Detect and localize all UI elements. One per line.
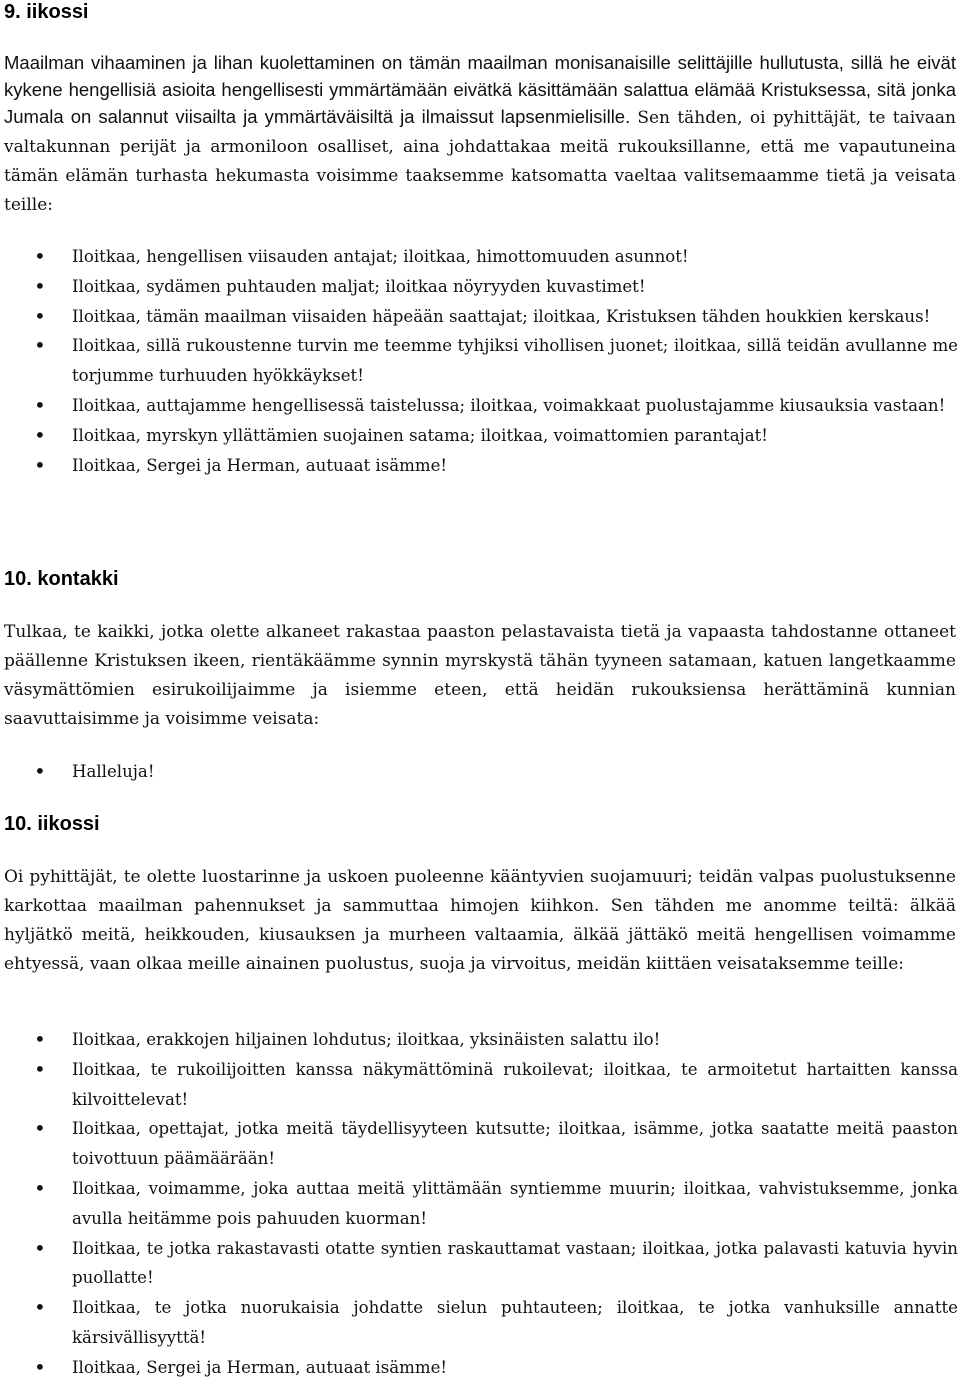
list-item: • Iloitkaa, opettajat, jotka meitä täydellisyyteen kutsutte; iloitkaa, isämme, jotka saatatte meitä paaston toivottuun päämäärään! — [0, 1114, 958, 1174]
list-item: • Iloitkaa, te rukoilijoitten kanssa näkymättöminä rukoilevat; iloitkaa, te armoitetut hartaitten kanssa kilvoittelevat! — [0, 1055, 958, 1115]
paragraph-text-part-a: Maailman vihaaminen ja lihan kuolettaminen on tämän maailman monisanaisille selittäjille hullutusta, sillä he eivät kykene hengellisiä asioita hengellisesti ymmärtämään eivätkä käsittämään salattua elämää Kristuksessa, sitä jonka Jumala on salannut viisailta ja ymmärtäväisiltä ja ilmaissut lapsenmielisille. — [4, 52, 956, 127]
section-heading-10-iikossi: 10. iikossi — [4, 813, 100, 835]
list-item: • Iloitkaa, Sergei ja Herman, autuaat isämme! — [0, 1353, 958, 1383]
bullet-list-10-iikossi — [0, 1025, 958, 1383]
list-item: • Iloitkaa, erakkojen hiljainen lohdutus; iloitkaa, yksinäisten salattu ilo! — [0, 1025, 958, 1055]
list-item: • Iloitkaa, auttajamme hengellisessä taistelussa; iloitkaa, voimakkaat puolustajamme kiusauksia vastaan! — [0, 391, 958, 421]
section-paragraph — [4, 49, 956, 219]
bullet-list-10-kontakki — [0, 757, 958, 787]
list-item: • Halleluja! — [0, 757, 958, 787]
list-item: • Iloitkaa, Sergei ja Herman, autuaat isämme! — [0, 451, 958, 481]
section-paragraph: Tulkaa, te kaikki, jotka olette alkaneet rakastaa paaston pelastavaista tietä ja vapaasta tahdostanne ottaneet päällenne Kristuksen ikeen, rientäkäämme synnin myrskystä tähän tyyneen satamaan, katuen langetkaamme väsymättömien esirukoilijaimme ja isiemme eteen, että heidän rukouksiensa herättäminä kunnian saavuttaisimme ja voisimme veisata: — [4, 622, 956, 729]
list-item: • Iloitkaa, voimamme, joka auttaa meitä ylittämään syntiemme muurin; iloitkaa, vahvistuksemme, jonka avulla heitämme pois pahuuden kuorman! — [0, 1174, 958, 1234]
list-item: • Iloitkaa, myrskyn yllättämien suojainen satama; iloitkaa, voimattomien parantajat! — [0, 421, 958, 451]
section-heading-9-iikossi: 9. iikossi — [4, 1, 89, 23]
list-item: • Iloitkaa, sydämen puhtauden maljat; iloitkaa nöyryyden kuvastimet! — [0, 272, 958, 302]
list-item: • Iloitkaa, te jotka rakastavasti otatte syntien raskauttamat vastaan; iloitkaa, jotka palavasti katuvia hyvin puollatte! — [0, 1234, 958, 1294]
list-item: • Iloitkaa, te jotka nuorukaisia johdatte sielun puhtauteen; iloitkaa, te jotka vanhuksille annatte kärsivällisyyttä! — [0, 1293, 958, 1353]
section-heading-10-kontakki: 10. kontakki — [4, 568, 119, 590]
list-item: • Iloitkaa, sillä rukoustenne turvin me teemme tyhjiksi vihollisen juonet; iloitkaa, sillä teidän avullanne me torjumme turhuuden hyökkäykset! — [0, 331, 958, 391]
section-paragraph: Oi pyhittäjät, te olette luostarinne ja uskoen puoleenne kääntyvien suojamuuri; teidän valpas puolustuksenne karkottaa maailman pahennukset ja sammuttaa himojen kiihkon. Sen tähden me anomme teiltä: älkää hyljätkö meitä, heikkouden, kiusauksen ja murheen valtaamia, älkää jättäkö meitä hengellisen voimamme ehtyessä, vaan olkaa meille ainainen puolustus, suoja ja virvoitus, meidän kiittäen veisataksemme teille: — [4, 867, 956, 974]
bullet-list-9-iikossi — [0, 242, 958, 480]
list-item: • Iloitkaa, hengellisen viisauden antajat; iloitkaa, himottomuuden asunnot! — [0, 242, 958, 272]
list-item: • Iloitkaa, tämän maailman viisaiden häpeään saattajat; iloitkaa, Kristuksen tähden houkkien kerskaus! — [0, 302, 958, 332]
paragraph-text-part-b: Sen tähden, oi pyhittäjät, te taivaan valtakunnan perijät ja armoniloon osalliset, aina johdattakaa meitä rukouksillanne, että me vapautuneina tämän elämän turhasta hekumasta voisimme taaksemme katsomatta vaeltaa valitsemaamme tietä ja veisata teille: — [4, 108, 956, 215]
